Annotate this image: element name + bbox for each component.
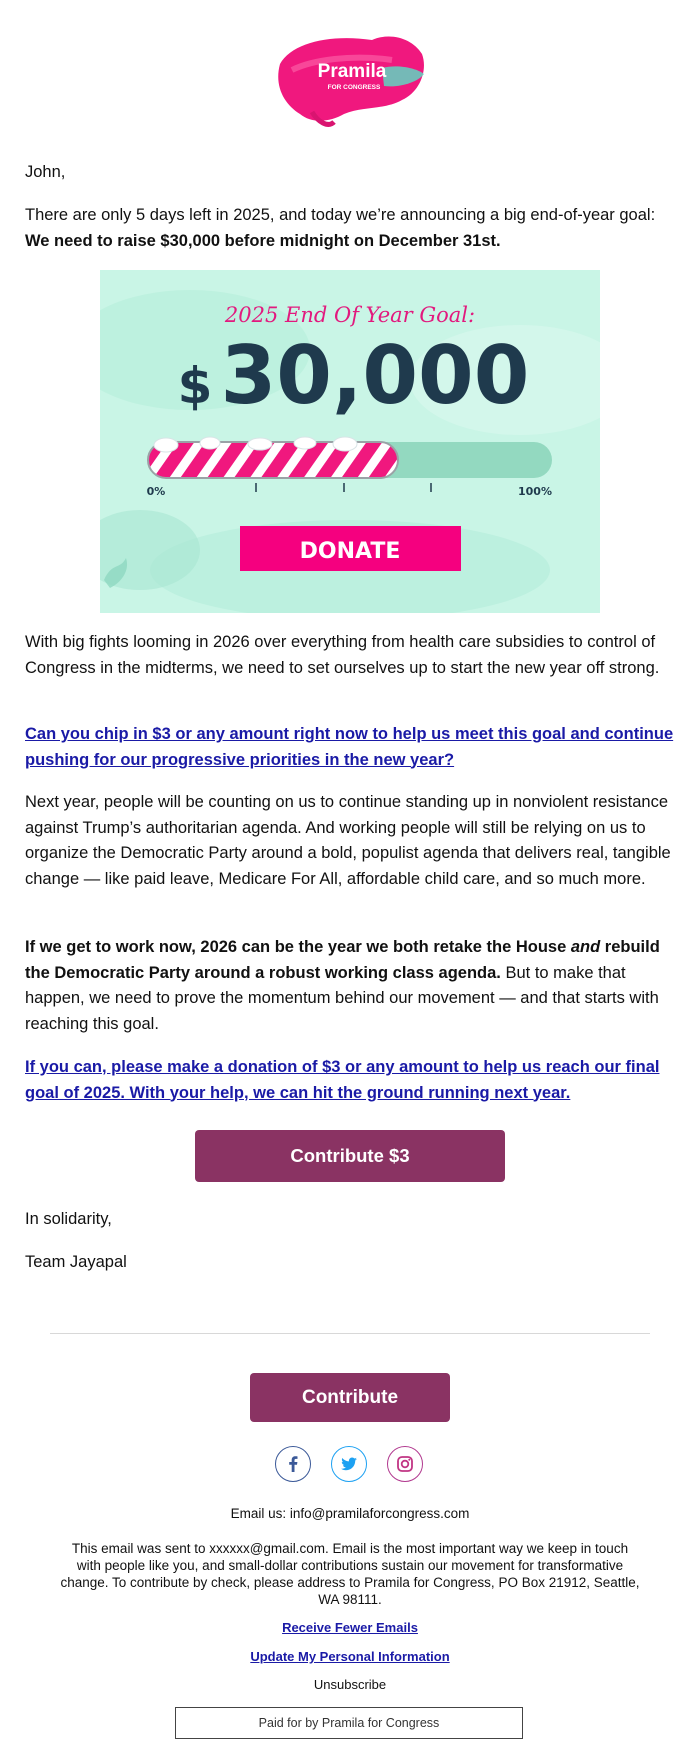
- retake-bold-a: If we get to work now, 2026 can be the year we both retake the House: [25, 938, 571, 956]
- donation-link[interactable]: If you can, please make a donation of $3 or any amount to help us reach our final goal of 2025. With your help, we can hit the ground running next year.: [25, 1058, 660, 1102]
- greeting: John,: [25, 163, 66, 181]
- paragraph-retake-house: [25, 935, 680, 1037]
- footer-divider: [50, 1333, 650, 1334]
- banner-dollar-sign: $: [177, 357, 213, 415]
- facebook-icon[interactable]: [275, 1446, 311, 1482]
- signoff-team: Team Jayapal: [25, 1253, 127, 1271]
- fewer-emails-link[interactable]: Receive Fewer Emails: [282, 1620, 418, 1635]
- goal-banner[interactable]: [100, 270, 600, 613]
- banner-donate-label: DONATE: [299, 539, 401, 564]
- intro-text: There are only 5 days left in 2025, and today we’re announcing a big end-of-year goal:: [25, 206, 656, 224]
- paragraph-next-year: Next year, people will be counting on us to continue standing up in nonviolent resistance against Trump’s authoritarian agenda. And working people will still be relying on us to organize the Democratic Party around a bold, populist agenda that delivers real, tangible change — like paid leave, Medicare For All, affordable child care, and so much more.: [25, 793, 671, 888]
- intro-paragraph: [25, 203, 680, 254]
- progress-start-label: 0%: [146, 485, 166, 498]
- twitter-icon[interactable]: [331, 1446, 367, 1482]
- paragraph-fights: With big fights looming in 2026 over everything from health care subsidies to control of Congress in the midterms, we need to set ourselves up to start the new year off strong.: [25, 633, 660, 677]
- instagram-icon[interactable]: [387, 1446, 423, 1482]
- paid-for-box: Paid for by Pramila for Congress: [175, 1707, 523, 1739]
- footer-email: Email us: info@pramilaforcongress.com: [230, 1506, 470, 1521]
- retake-rest: But to make that happen, we need to prove the momentum behind our movement — and that starts with reaching this goal.: [25, 963, 659, 1033]
- retake-bold-italic: and: [570, 938, 601, 956]
- banner-title: 2025 End Of Year Goal:: [224, 303, 476, 327]
- retake-bold-b: rebuild the Democratic Party around a robust working class agenda.: [25, 938, 660, 982]
- pramila-logo: [272, 30, 428, 130]
- progress-fill: [148, 442, 398, 478]
- footer-disclaimer: This email was sent to xxxxxx@gmail.com. Email is the most important way we keep in touch with people like you, and small-dollar contributions sustain our movement for transformative change. To contribute by check, please address to Pramila for Congress, PO Box 21912, Seattle, WA 98111.: [60, 1541, 640, 1607]
- footer-contribute-button[interactable]: Contribute: [250, 1373, 450, 1422]
- chip-in-link[interactable]: Can you chip in $3 or any amount right now to help us meet this goal and continue pushing for our progressive priorities in the new year?: [25, 725, 674, 769]
- unsubscribe-link[interactable]: Unsubscribe: [313, 1677, 387, 1692]
- progress-end-label: 100%: [518, 485, 552, 498]
- update-info-link[interactable]: Update My Personal Information: [250, 1649, 450, 1664]
- intro-bold: We need to raise $30,000 before midnight on December 31st.: [25, 231, 501, 250]
- contribute-3-button[interactable]: Contribute $3: [195, 1130, 505, 1182]
- svg-text:FOR CONGRESS: FOR CONGRESS: [327, 84, 381, 91]
- signoff-line: In solidarity,: [25, 1210, 112, 1228]
- svg-text:Pramila: Pramila: [317, 61, 387, 82]
- banner-amount: 30,000: [220, 329, 530, 422]
